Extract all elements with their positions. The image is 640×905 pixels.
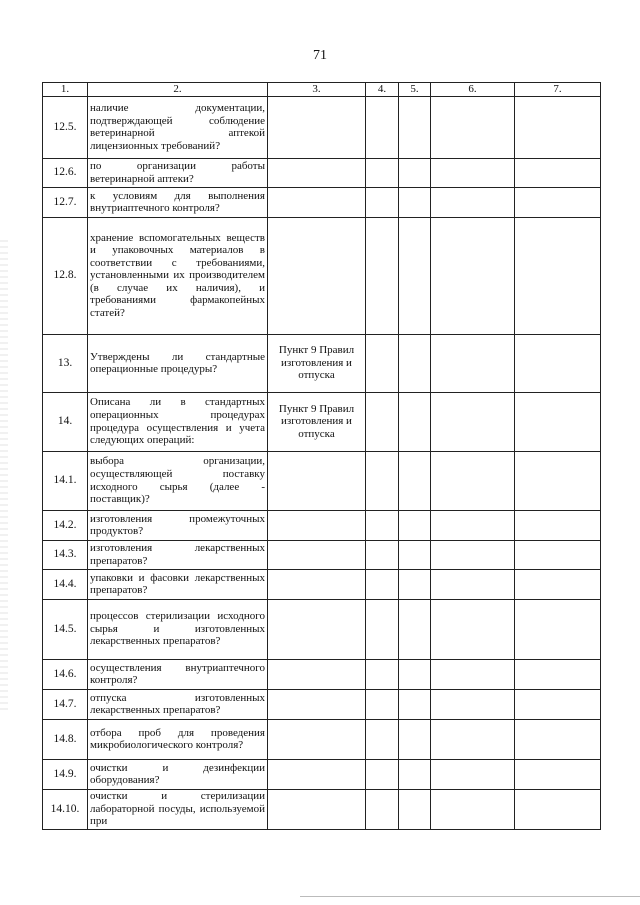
row-question: Утверждены ли стандартные операционные процедуры?	[88, 334, 268, 392]
column-header-6: 6.	[431, 83, 515, 97]
answer-no-cell	[399, 187, 431, 217]
answer-yes-cell	[366, 334, 399, 392]
table-row	[43, 789, 601, 829]
answer-no-cell	[399, 392, 431, 451]
answer-na-cell	[431, 451, 515, 510]
note-cell	[515, 569, 601, 599]
column-header-2: 2.	[88, 83, 268, 97]
note-cell	[515, 540, 601, 569]
column-header-7: 7.	[515, 83, 601, 97]
answer-na-cell	[431, 392, 515, 451]
row-number: 12.6.	[43, 158, 88, 187]
row-number: 14.2.	[43, 510, 88, 540]
answer-no-cell	[399, 569, 431, 599]
row-question: очистки и стерилизации лабораторной посуды, используемой при	[88, 789, 268, 829]
table-row	[43, 599, 601, 659]
answer-yes-cell	[366, 187, 399, 217]
table-row	[43, 334, 601, 392]
answer-yes-cell	[366, 719, 399, 759]
row-number: 12.5.	[43, 96, 88, 158]
answer-yes-cell	[366, 451, 399, 510]
row-reference	[268, 96, 366, 158]
row-number: 14.1.	[43, 451, 88, 510]
answer-yes-cell	[366, 569, 399, 599]
row-number: 14.10.	[43, 789, 88, 829]
answer-yes-cell	[366, 510, 399, 540]
row-question: к условиям для выполнения внутриаптечного контроля?	[88, 187, 268, 217]
row-reference	[268, 540, 366, 569]
row-reference	[268, 689, 366, 719]
row-reference	[268, 217, 366, 334]
header-row	[43, 83, 601, 97]
table-row	[43, 158, 601, 187]
row-question: осуществления внутриаптечного контроля?	[88, 659, 268, 689]
table-row	[43, 96, 601, 158]
scan-artifact	[0, 240, 8, 710]
row-question: изготовления лекарственных препаратов?	[88, 540, 268, 569]
note-cell	[515, 392, 601, 451]
table-row	[43, 510, 601, 540]
row-question: процессов стерилизации исходного сырья и изготовленных лекарственных препаратов?	[88, 599, 268, 659]
row-number: 14.4.	[43, 569, 88, 599]
note-cell	[515, 217, 601, 334]
column-header-1: 1.	[43, 83, 88, 97]
note-cell	[515, 510, 601, 540]
note-cell	[515, 659, 601, 689]
note-cell	[515, 789, 601, 829]
row-reference	[268, 569, 366, 599]
table-row	[43, 719, 601, 759]
row-reference	[268, 510, 366, 540]
row-question: упаковки и фасовки лекарственных препаратов?	[88, 569, 268, 599]
answer-no-cell	[399, 510, 431, 540]
note-cell	[515, 689, 601, 719]
row-number: 14.8.	[43, 719, 88, 759]
answer-na-cell	[431, 334, 515, 392]
row-reference	[268, 451, 366, 510]
row-question: отбора проб для проведения микробиологического контроля?	[88, 719, 268, 759]
answer-na-cell	[431, 510, 515, 540]
row-question: хранение вспомогательных веществ и упаковочных материалов в соответствии с требованиями, установленными их производителем (в случае их наличия), и требованиями фармакопейных статей?	[88, 217, 268, 334]
answer-no-cell	[399, 158, 431, 187]
row-question: Описана ли в стандартных операционных процедурах процедура осуществления и учета следующих операций:	[88, 392, 268, 451]
answer-na-cell	[431, 217, 515, 334]
answer-yes-cell	[366, 217, 399, 334]
answer-yes-cell	[366, 158, 399, 187]
table-row	[43, 759, 601, 789]
row-number: 13.	[43, 334, 88, 392]
row-reference	[268, 659, 366, 689]
answer-no-cell	[399, 719, 431, 759]
answer-na-cell	[431, 96, 515, 158]
page-number: 71	[313, 48, 327, 63]
table-row	[43, 540, 601, 569]
answer-no-cell	[399, 789, 431, 829]
answer-no-cell	[399, 334, 431, 392]
answer-na-cell	[431, 789, 515, 829]
answer-no-cell	[399, 96, 431, 158]
table-row	[43, 392, 601, 451]
row-reference	[268, 789, 366, 829]
row-number: 12.7.	[43, 187, 88, 217]
row-number: 14.	[43, 392, 88, 451]
answer-na-cell	[431, 659, 515, 689]
answer-na-cell	[431, 759, 515, 789]
row-number: 14.5.	[43, 599, 88, 659]
note-cell	[515, 334, 601, 392]
row-number: 14.6.	[43, 659, 88, 689]
note-cell	[515, 451, 601, 510]
row-reference	[268, 599, 366, 659]
row-reference	[268, 187, 366, 217]
table-row	[43, 187, 601, 217]
note-cell	[515, 158, 601, 187]
answer-na-cell	[431, 540, 515, 569]
row-number: 14.9.	[43, 759, 88, 789]
row-reference	[268, 759, 366, 789]
answer-no-cell	[399, 599, 431, 659]
answer-na-cell	[431, 158, 515, 187]
row-reference	[268, 719, 366, 759]
note-cell	[515, 759, 601, 789]
row-reference	[268, 158, 366, 187]
answer-na-cell	[431, 569, 515, 599]
answer-no-cell	[399, 689, 431, 719]
row-question: выбора организации, осуществляющей поставку исходного сырья (далее - поставщик)?	[88, 451, 268, 510]
answer-na-cell	[431, 689, 515, 719]
answer-yes-cell	[366, 96, 399, 158]
column-header-3: 3.	[268, 83, 366, 97]
answer-no-cell	[399, 217, 431, 334]
answer-na-cell	[431, 187, 515, 217]
column-header-4: 4.	[366, 83, 399, 97]
row-number: 14.3.	[43, 540, 88, 569]
row-question: по организации работы ветеринарной аптеки?	[88, 158, 268, 187]
answer-no-cell	[399, 759, 431, 789]
answer-no-cell	[399, 451, 431, 510]
answer-yes-cell	[366, 540, 399, 569]
row-question: изготовления промежуточных продуктов?	[88, 510, 268, 540]
answer-na-cell	[431, 719, 515, 759]
checklist-table	[42, 82, 601, 830]
row-question: наличие документации, подтверждающей соблюдение ветеринарной аптекой лицензионных требований?	[88, 96, 268, 158]
answer-yes-cell	[366, 659, 399, 689]
answer-yes-cell	[366, 789, 399, 829]
answer-yes-cell	[366, 759, 399, 789]
column-header-5: 5.	[399, 83, 431, 97]
answer-na-cell	[431, 599, 515, 659]
row-reference: Пункт 9 Правил изготовления и отпуска	[268, 334, 366, 392]
row-question: очистки и дезинфекции оборудования?	[88, 759, 268, 789]
row-question: отпуска изготовленных лекарственных препаратов?	[88, 689, 268, 719]
table-row	[43, 659, 601, 689]
answer-yes-cell	[366, 689, 399, 719]
answer-yes-cell	[366, 599, 399, 659]
note-cell	[515, 96, 601, 158]
table-row	[43, 451, 601, 510]
scan-bottom-line	[300, 896, 640, 897]
answer-no-cell	[399, 659, 431, 689]
table-row	[43, 217, 601, 334]
note-cell	[515, 599, 601, 659]
row-reference: Пункт 9 Правил изготовления и отпуска	[268, 392, 366, 451]
row-number: 12.8.	[43, 217, 88, 334]
row-number: 14.7.	[43, 689, 88, 719]
note-cell	[515, 187, 601, 217]
note-cell	[515, 719, 601, 759]
table-body	[43, 96, 601, 829]
answer-no-cell	[399, 540, 431, 569]
table-row	[43, 569, 601, 599]
table-row	[43, 689, 601, 719]
answer-yes-cell	[366, 392, 399, 451]
